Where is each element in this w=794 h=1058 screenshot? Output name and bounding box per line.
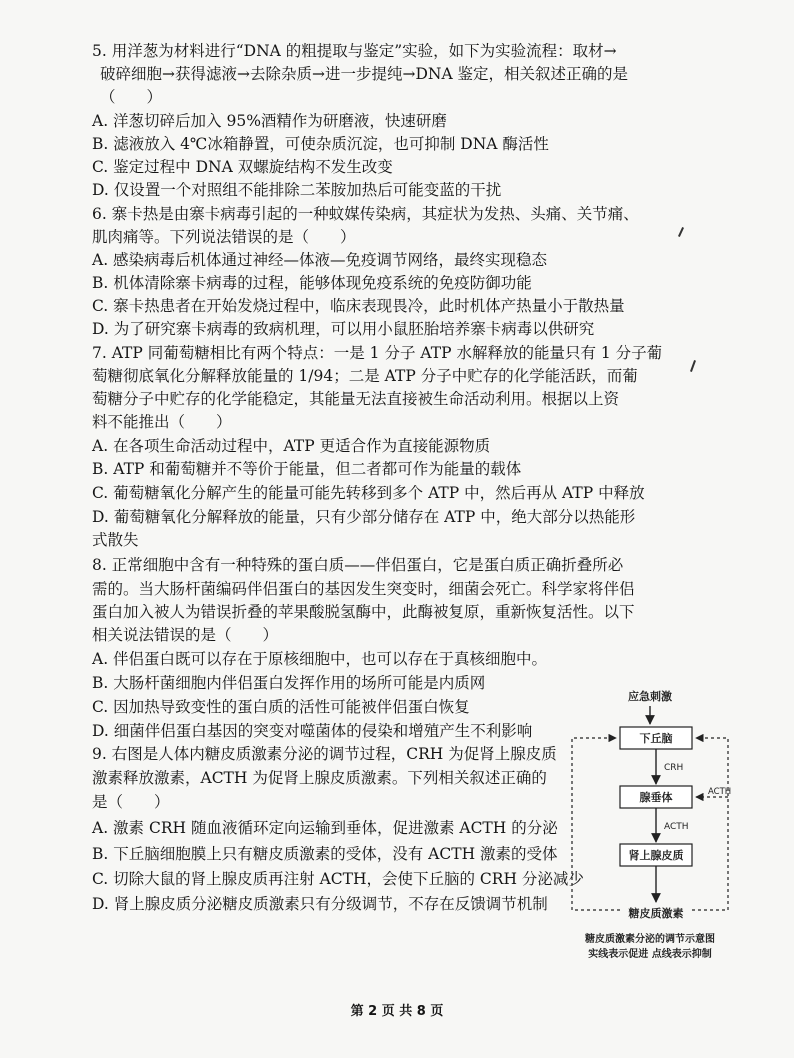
q8-option-d: D. 细菌伴侣蛋白基因的突变对噬菌体的侵染和增殖产生不利影响 <box>92 722 533 740</box>
q8-option-b: B. 大肠杆菌细胞内伴侣蛋白发挥作用的场所可能是内质网 <box>92 674 486 692</box>
acth-label: ACTH <box>664 822 689 832</box>
glucocorticoid-label: 糖皮质激素 <box>628 907 684 920</box>
feedback-line-left <box>572 738 620 910</box>
q7-option-c: C. 葡萄糖氧化分解产生的能量可能先转移到多个 ATP 中，然后再从 ATP 中释放 <box>92 484 645 502</box>
q8-stem-line-3: 蛋白加入被人为错误折叠的苹果酸脱氢酶中，此酶被复原，重新恢复活性。以下 <box>92 603 635 621</box>
q9-stem-line-1: 9. 右图是人体内糖皮质激素分泌的调节过程，CRH 为促肾上腺皮质 <box>92 745 557 763</box>
q5-stem-line-1: 5. 用洋葱为材料进行“DNA 的粗提取与鉴定”实验，如下为实验流程：取材→ <box>92 42 617 60</box>
q9-option-c: C. 切除大鼠的肾上腺皮质再注射 ACTH，会使下丘脑的 CRH 分泌减少 <box>92 870 584 888</box>
q7-stem-line-2: 萄糖彻底氧化分解释放能量的 1/94；二是 ATP 分子中贮存的化学能活跃，而葡 <box>92 367 638 385</box>
q5-option-a: A. 洋葱切碎后加入 95%酒精作为研磨液，快速研磨 <box>92 112 447 130</box>
adrenal-cortex-label: 肾上腺皮质 <box>628 849 684 862</box>
q9-option-d: D. 肾上腺皮质分泌糖皮质激素只有分级调节，不存在反馈调节机制 <box>92 895 548 913</box>
acth-side-label: ACTH <box>708 787 732 797</box>
q7-stem-line-4: 料不能推出（ ） <box>92 413 232 431</box>
glucocorticoid-regulation-diagram <box>560 684 770 974</box>
feedback-line-right <box>692 738 728 910</box>
q7-stem-line-3: 萄糖分子中贮存的化学能稳定，其能量无法直接被生命活动利用。根据以上资 <box>92 390 620 408</box>
q5-option-c: C. 鉴定过程中 DNA 双螺旋结构不发生改变 <box>92 158 393 176</box>
q8-stem-line-1: 8. 正常细胞中含有一种特殊的蛋白质——伴侣蛋白，它是蛋白质正确折叠所必 <box>92 556 624 574</box>
q6-stem-line-1: 6. 寨卡热是由寨卡病毒引起的一种蚊媒传染病，其症状为发热、头痛、关节痛、 <box>92 205 639 223</box>
q7-option-b: B. ATP 和葡萄糖并不等价于能量，但二者都可作为能量的载体 <box>92 460 522 478</box>
q9-option-a: A. 激素 CRH 随血液循环定向运输到垂体，促进激素 ACTH 的分泌 <box>92 819 558 837</box>
q6-option-b: B. 机体清除寨卡病毒的过程，能够体现免疫系统的免疫防御功能 <box>92 274 532 292</box>
q9-stem-line-2: 激素释放激素，ACTH 为促肾上腺皮质激素。下列相关叙述正确的 <box>92 769 547 787</box>
diagram-caption-line-1: 糖皮质激素分泌的调节示意图 <box>585 934 715 945</box>
scan-mark <box>678 227 684 237</box>
q5-option-d: D. 仅设置一个对照组不能排除二苯胺加热后可能变蓝的干扰 <box>92 181 502 199</box>
hypothalamus-label: 下丘脑 <box>639 732 673 745</box>
stimulus-label: 应急刺激 <box>628 690 672 703</box>
q7-stem-line-1: 7. ATP 同葡萄糖相比有两个特点：一是 1 分子 ATP 水解释放的能量只有 1 分子葡 <box>92 344 663 362</box>
q6-option-c: C. 寨卡热患者在开始发烧过程中，临床表现畏冷，此时机体产热量小于散热量 <box>92 297 625 315</box>
q8-stem-line-2: 需的。当大肠杆菌编码伴侣蛋白的基因发生突变时，细菌会死亡。科学家将伴侣 <box>92 580 635 598</box>
q7-option-d-continued: 式散失 <box>92 531 139 549</box>
page-number-footer: 第 2 页 共 8 页 <box>350 1004 444 1019</box>
q6-option-a: A. 感染病毒后机体通过神经—体液—免疫调节网络，最终实现稳态 <box>92 251 548 269</box>
q5-stem-line-2: 破碎细胞→获得滤液→去除杂质→进一步提纯→DNA 鉴定，相关叙述正确的是 <box>100 65 629 83</box>
crh-label: CRH <box>664 763 684 773</box>
q5-stem-line-3: （ ） <box>100 88 163 106</box>
scan-mark <box>690 360 696 372</box>
q8-option-a: A. 伴侣蛋白既可以存在于原核细胞中，也可以存在于真核细胞中。 <box>92 650 548 668</box>
q7-option-d: D. 葡萄糖氧化分解释放的能量，只有少部分储存在 ATP 中，绝大部分以热能形 <box>92 508 636 526</box>
q6-stem-line-2: 肌肉痛等。下列说法错误的是（ ） <box>92 228 356 246</box>
q8-option-c: C. 因加热导致变性的蛋白质的活性可能被伴侣蛋白恢复 <box>92 698 470 716</box>
q7-option-a: A. 在各项生命活动过程中，ATP 更适合作为直接能源物质 <box>92 437 491 455</box>
q8-stem-line-4: 相关说法错误的是（ ） <box>92 626 279 644</box>
q6-option-d: D. 为了研究寨卡病毒的致病机理，可以用小鼠胚胎培养寨卡病毒以供研究 <box>92 320 595 338</box>
q9-option-b: B. 下丘脑细胞膜上只有糖皮质激素的受体，没有 ACTH 激素的受体 <box>92 845 558 863</box>
q5-option-b: B. 滤液放入 4℃冰箱静置，可使杂质沉淀，也可抑制 DNA 酶活性 <box>92 135 549 153</box>
pituitary-label: 腺垂体 <box>639 791 673 804</box>
q9-stem-line-3: 是（ ） <box>92 793 170 811</box>
diagram-caption-line-2: 实线表示促进 点线表示抑制 <box>588 949 712 960</box>
